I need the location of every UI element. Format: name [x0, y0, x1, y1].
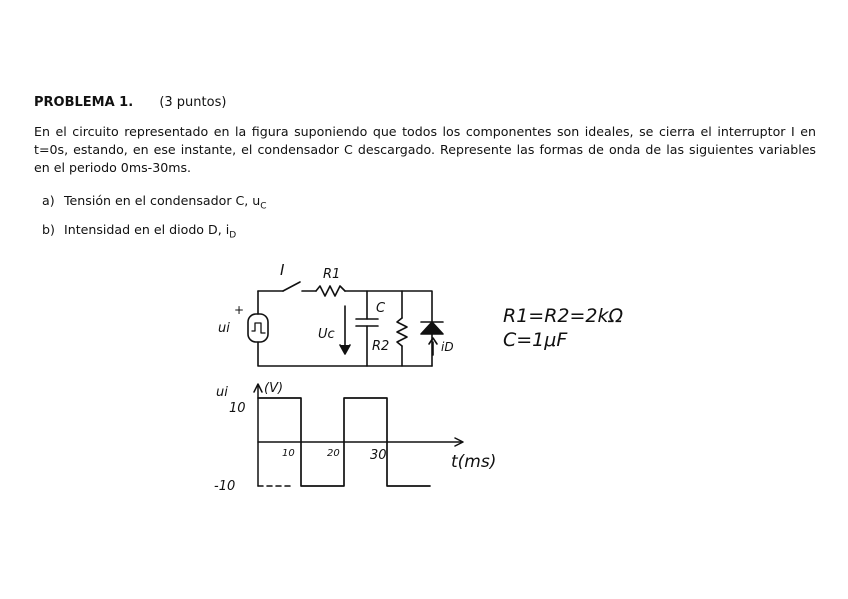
item-subscript: C [260, 201, 267, 212]
resistor-r1 [316, 286, 345, 296]
y-tick-label-minus-10: -10 [214, 479, 236, 494]
diode-triangle [421, 322, 443, 334]
problem-statement: En el circuito representado en la figura suponiendo que todos los componentes son ideales, se cierra el interruptor I en t=0s, estando, en ese instante, el condensador C descargado. Represente las formas de onda de las siguientes variables en el periodo 0ms-30ms. [34, 124, 816, 175]
problem-points: (3 puntos) [159, 95, 227, 110]
x-tick-label-30: 30 [370, 448, 387, 463]
uc-arrowhead [340, 345, 350, 354]
item-letter: b) [42, 222, 55, 237]
circuit-diagram [248, 282, 443, 366]
item-text: Tensión en el condensador C, u [64, 193, 261, 208]
voltage-source-symbol [248, 314, 268, 342]
uc-label: Uc [318, 327, 335, 342]
waveform-plot [254, 384, 463, 486]
item-text: Intensidad en el diodo D, i [64, 222, 230, 237]
item-subscript: D [229, 230, 237, 241]
capacitor-label: C [376, 301, 386, 316]
problem-heading: PROBLEMA 1. [34, 95, 134, 110]
x-tick-label-10: 10 [282, 448, 295, 459]
capacitor-value: C=1μF [503, 329, 568, 351]
y-axis-unit: (V) [264, 381, 284, 396]
source-wave-icon [252, 323, 265, 333]
wire-top-right [345, 291, 432, 366]
component-values [503, 305, 624, 351]
resistor-values: R1=R2=2kΩ [503, 305, 624, 327]
source-plus-label: + [234, 303, 245, 317]
r2-label: R2 [372, 339, 390, 354]
y-tick-label-10: 10 [229, 401, 246, 416]
x-axis-label: t(ms) [451, 452, 497, 472]
circuit-labels [218, 261, 454, 354]
item-letter: a) [42, 193, 55, 208]
switch-blade [283, 282, 300, 291]
id-label: iD [441, 340, 454, 354]
source-label: ui [218, 321, 230, 336]
r1-label: R1 [323, 267, 341, 282]
switch-label: I [280, 261, 285, 279]
resistor-r2 [397, 318, 407, 346]
x-tick-label-20: 20 [327, 448, 340, 459]
y-axis-label: ui [216, 385, 228, 400]
